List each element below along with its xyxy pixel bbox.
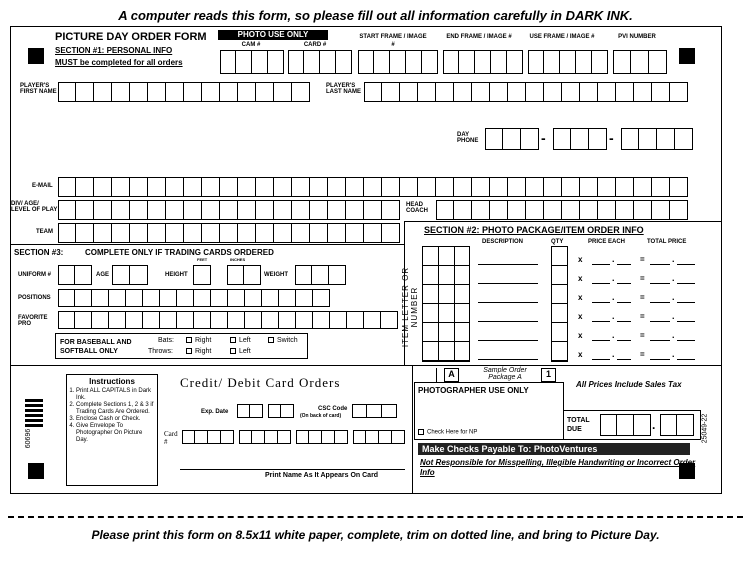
price-dollars-line[interactable] [592, 302, 610, 303]
total-dollars-field[interactable] [600, 414, 651, 436]
total-cents-line[interactable] [677, 321, 695, 322]
description-line[interactable] [478, 302, 538, 303]
section3-title: SECTION #3: [14, 248, 64, 257]
instruction-item: 4. Give Envelope To Photographer On Picture Day. [76, 423, 154, 444]
grid-line [551, 341, 568, 342]
decimal-point: . [612, 292, 615, 302]
photographer-title: PHOTOGRAPHER USE ONLY [418, 386, 529, 395]
day-phone-label: DAY PHONE [457, 132, 479, 144]
checkbox-icon [418, 429, 424, 435]
prices-note: All Prices Include Sales Tax [576, 380, 682, 389]
checkbox-icon [186, 348, 192, 354]
height-feet-field[interactable] [193, 265, 211, 285]
phone-dash: - [541, 130, 546, 146]
decimal-point: . [612, 273, 615, 283]
decimal-point: . [672, 330, 675, 340]
col-qty: QTY [551, 239, 564, 245]
total-cents-line[interactable] [677, 359, 695, 360]
payable-label: Make Checks Payable To: [422, 444, 532, 454]
phone-prefix-field[interactable] [553, 128, 607, 150]
head-coach-label: HEAD COACH [406, 202, 428, 214]
team-field[interactable] [58, 223, 400, 243]
equals-sign: = [640, 255, 645, 264]
grid-line [422, 322, 470, 323]
grid-line [438, 246, 439, 362]
card-number-group[interactable] [353, 430, 405, 444]
price-cents-line[interactable] [617, 264, 631, 265]
grid-line [551, 265, 568, 266]
instructions-title: Instructions [89, 377, 135, 386]
card-number-group[interactable] [239, 430, 291, 444]
total-dollars-line[interactable] [650, 359, 670, 360]
weight-label: WEIGHT [264, 272, 288, 278]
end-frame-field[interactable] [443, 50, 523, 74]
description-line[interactable] [478, 359, 538, 360]
grid-line [551, 284, 568, 285]
times-sign: x [578, 255, 583, 264]
grid-line [551, 303, 568, 304]
exp-label: Exp. Date [201, 409, 229, 415]
grid-line [422, 341, 470, 342]
phone-line-field[interactable] [621, 128, 693, 150]
throws-left-option[interactable]: Left [230, 348, 251, 355]
total-cents-line[interactable] [677, 340, 695, 341]
csc-label: CSC Code [318, 406, 348, 412]
last-name-field[interactable] [364, 82, 688, 102]
equals-sign: = [640, 312, 645, 321]
times-sign: x [578, 331, 583, 340]
total-due-label: TOTAL DUE [567, 417, 590, 433]
pvi-field[interactable] [613, 50, 667, 74]
price-dollars-line[interactable] [592, 264, 610, 265]
times-sign: x [578, 350, 583, 359]
equals-sign: = [640, 274, 645, 283]
team-label: TEAM [36, 229, 53, 235]
equals-sign: = [640, 350, 645, 359]
photo-col-card: CARD # [303, 42, 327, 48]
uniform-label: UNIFORM # [18, 272, 51, 278]
bats-switch-option[interactable]: Switch [268, 337, 298, 344]
description-line[interactable] [478, 340, 538, 341]
card-number-group[interactable] [182, 430, 234, 444]
grid-line [551, 360, 568, 361]
grid-line [454, 246, 455, 362]
email-label: E-MAIL [32, 183, 53, 189]
decimal-point: . [612, 349, 615, 359]
grid-line [422, 303, 470, 304]
sample-qty-box: 1 [541, 368, 556, 382]
equals-sign: = [640, 331, 645, 340]
email-field[interactable] [58, 177, 688, 197]
favorite-pro-field[interactable] [58, 311, 398, 329]
bats-left-option[interactable]: Left [230, 337, 251, 344]
div-label: DIV/ AGE/ LEVEL OF PLAY [11, 201, 58, 213]
description-line[interactable] [478, 283, 538, 284]
throws-right-option[interactable]: Right [186, 348, 211, 355]
age-label: AGE [96, 272, 110, 278]
item-letter-grid[interactable] [422, 246, 470, 362]
form-code: 25049-22 [701, 413, 709, 444]
grid-line [422, 284, 470, 285]
total-dollars-line[interactable] [650, 302, 670, 303]
total-dollars-line[interactable] [650, 264, 670, 265]
total-cents-line[interactable] [677, 264, 695, 265]
price-dollars-line[interactable] [592, 283, 610, 284]
section1-subtitle: MUST be completed for all orders [55, 58, 183, 67]
section3-subtitle: COMPLETE ONLY IF TRADING CARDS ORDERED [85, 248, 274, 257]
description-line[interactable] [478, 321, 538, 322]
grid-line [422, 360, 470, 361]
trim-line [8, 516, 743, 518]
total-cents-field[interactable] [660, 414, 694, 436]
credit-title: Credit/ Debit Card Orders [180, 375, 341, 390]
instruction-item: 3. Enclose Cash or Check. [76, 416, 154, 423]
photo-col-start: START FRAME / IMAGE # [359, 34, 427, 48]
times-sign: x [578, 312, 583, 321]
section2-title: SECTION #2: PHOTO PACKAGE/ITEM ORDER INFO [424, 225, 644, 235]
price-dollars-line[interactable] [592, 340, 610, 341]
height-label: HEIGHT [165, 272, 188, 278]
uniform-field[interactable] [58, 265, 92, 285]
total-dollars-line[interactable] [650, 340, 670, 341]
card-number-group[interactable] [296, 430, 348, 444]
photo-col-use: USE FRAME / IMAGE # [529, 34, 595, 40]
times-sign: x [578, 293, 583, 302]
bats-right-option[interactable]: Right [186, 337, 211, 344]
decimal-point: . [672, 349, 675, 359]
registration-mark [28, 48, 44, 64]
payable-banner [418, 443, 690, 455]
head-coach-field[interactable] [436, 200, 688, 220]
div-field[interactable] [58, 200, 400, 220]
price-dollars-line[interactable] [592, 359, 610, 360]
decimal-point: . [612, 311, 615, 321]
csc-field[interactable] [352, 404, 397, 418]
phone-dash: - [609, 130, 614, 146]
first-name-label: PLAYER'S FIRST NAME [20, 83, 57, 95]
section-divider [404, 221, 722, 222]
grid-line [422, 265, 470, 266]
price-cents-line[interactable] [617, 283, 631, 284]
throws-label: Throws: [148, 348, 173, 355]
photo-col-cam: CAM # [241, 42, 261, 48]
sample-letter-box: A [444, 368, 459, 382]
start-frame-field[interactable] [358, 50, 438, 74]
first-name-field[interactable] [58, 82, 310, 102]
price-cents-line[interactable] [617, 359, 631, 360]
price-cents-line[interactable] [617, 321, 631, 322]
inches-label: INCHES [230, 257, 246, 262]
sample-text: Sample Order Package A [483, 367, 527, 381]
grid-line [436, 368, 437, 382]
price-cents-line[interactable] [617, 340, 631, 341]
height-inches-field[interactable] [227, 265, 261, 285]
print-name-label: Print Name As It Appears On Card [265, 472, 379, 479]
decimal-point: . [612, 330, 615, 340]
col-total-price: TOTAL PRICE [647, 239, 687, 245]
phone-area-field[interactable] [485, 128, 539, 150]
weight-field[interactable] [295, 265, 346, 285]
section-divider [412, 365, 413, 494]
col-price-each: PRICE EACH [588, 239, 626, 245]
price-cents-line[interactable] [617, 302, 631, 303]
total-cents-line[interactable] [677, 283, 695, 284]
payable-name: PhotoVentures [533, 444, 598, 454]
form-title: PICTURE DAY ORDER FORM [55, 31, 207, 43]
photo-use-title: PHOTO USE ONLY [218, 30, 328, 40]
grid-line [551, 322, 568, 323]
card-label: Card # [164, 430, 178, 446]
instructions-list [68, 388, 154, 444]
price-dollars-line[interactable] [592, 321, 610, 322]
col-description: DESCRIPTION [482, 239, 524, 245]
qty-grid[interactable] [551, 246, 568, 362]
bats-label: Bats: [158, 337, 174, 344]
positions-field[interactable] [58, 289, 330, 307]
decimal-point: . [672, 273, 675, 283]
age-field[interactable] [112, 265, 148, 285]
decimal-point: . [672, 292, 675, 302]
signature-line [180, 469, 405, 470]
checkbox-icon [186, 337, 192, 343]
cam-field[interactable] [220, 50, 284, 74]
checkbox-icon [230, 337, 236, 343]
positions-label: POSITIONS [18, 295, 51, 301]
description-line[interactable] [478, 264, 538, 265]
last-name-label: PLAYER'S LAST NAME [326, 83, 361, 95]
use-frame-field[interactable] [528, 50, 608, 74]
equals-sign: = [640, 293, 645, 302]
item-side-label: ITEM LETTER OR NUMBER [401, 266, 419, 348]
section1-title: SECTION #1: PERSONAL INFO [55, 46, 173, 55]
barcode [25, 397, 43, 427]
section-divider [10, 244, 404, 245]
section-divider [10, 365, 722, 366]
barcode-number: 60696 [25, 428, 33, 449]
feet-label: FEET [197, 257, 208, 262]
decimal-point: . [672, 311, 675, 321]
total-dollars-line[interactable] [650, 321, 670, 322]
checkbox-icon [268, 337, 274, 343]
footer-note: Please print this form on 8.5x11 white paper, complete, trim on dotted line, and bring to Picture Day. [91, 528, 660, 542]
total-cents-line[interactable] [677, 302, 695, 303]
instruction-item: 2. Complete Sections 1, 2 & 3 if Trading Cards Are Ordered. [76, 402, 154, 416]
favorite-pro-label: FAVORITE PRO [18, 315, 48, 327]
check-np-option[interactable]: Check Here for NP [418, 429, 477, 436]
baseball-label: FOR BASEBALL AND SOFTBALL ONLY [60, 339, 132, 355]
csc-sub: (On back of card) [300, 413, 342, 419]
photo-col-pvi: PVI NUMBER [618, 34, 656, 40]
disclaimer: Not Responsible for Misspelling, Illegible Handwriting or Incorrect Order Info [420, 458, 696, 477]
exp-month-field[interactable] [237, 404, 263, 418]
decimal-point: . [672, 254, 675, 264]
exp-year-field[interactable] [268, 404, 294, 418]
instruction-item: 1. Print ALL CAPITALS in Dark Ink. [76, 388, 154, 402]
decimal-point: . [652, 418, 656, 432]
card-field[interactable] [288, 50, 352, 74]
decimal-point: . [612, 254, 615, 264]
registration-mark [679, 48, 695, 64]
header-note: A computer reads this form, so please fill out all information carefully in DARK INK. [118, 8, 633, 23]
times-sign: x [578, 274, 583, 283]
checkbox-icon [230, 348, 236, 354]
registration-mark [28, 463, 44, 479]
photo-col-end: END FRAME / IMAGE # [446, 34, 512, 40]
total-dollars-line[interactable] [650, 283, 670, 284]
